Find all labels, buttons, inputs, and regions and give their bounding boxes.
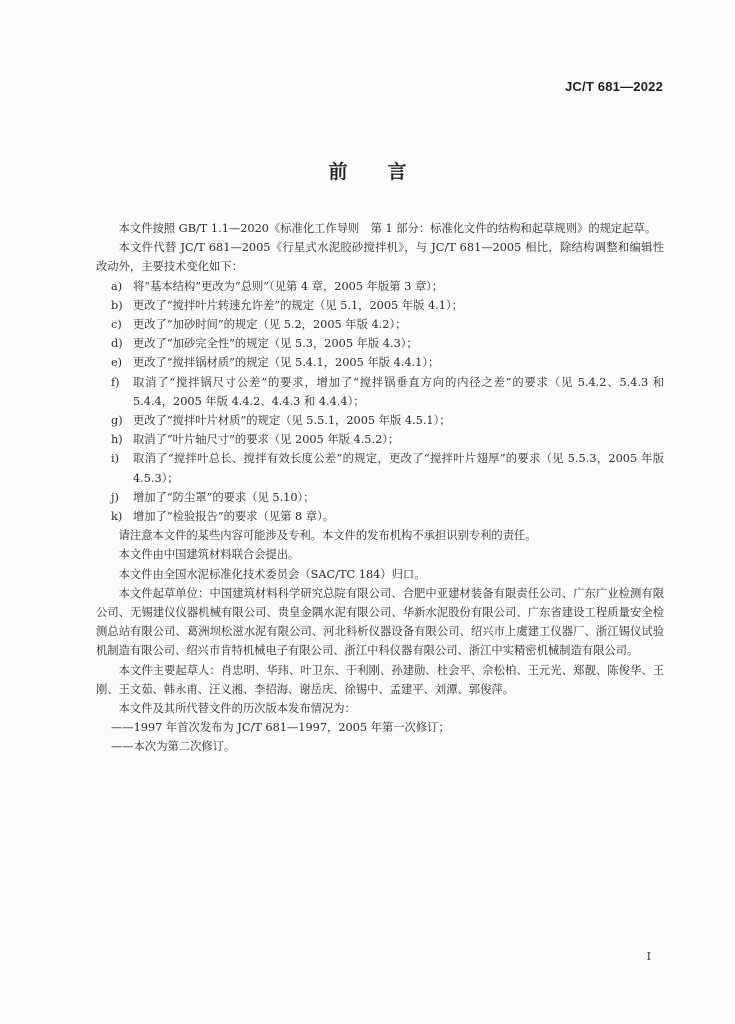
list-item-text: 更改了“加砂时间”的规定（见 5.2，2005 年版 4.2）； bbox=[133, 318, 407, 332]
history-item: ——本次为第二次修订。 bbox=[111, 740, 236, 754]
list-item-label: g) bbox=[111, 414, 123, 428]
list-item bbox=[111, 296, 664, 315]
page-number: I bbox=[646, 950, 651, 963]
list-item-text: 将“基本结构”更改为“总则”（见第 4 章，2005 年版第 3 章）； bbox=[133, 279, 444, 293]
history-item: ——1997 年首次发布为 JC/T 681—1997，2005 年第一次修订； bbox=[111, 721, 450, 735]
changes-list bbox=[96, 277, 664, 527]
list-item-text: 取消了“叶片轴尺寸”的要求（见 2005 年版 4.5.2）； bbox=[133, 433, 400, 447]
list-item-label: c) bbox=[111, 318, 122, 332]
list-item-text: 取消了“搅拌叶总长、搅拌有效长度公差”的规定，更改了“搅拌叶片翅厚”的要求（见 5.5.3，2005 年版 4.5.3）； bbox=[133, 452, 664, 485]
committee-paragraph: 本文件由全国水泥标准化技术委员会（SAC/TC 184）归口。 bbox=[118, 567, 426, 581]
list-item-label: i) bbox=[111, 452, 120, 466]
list-item-text: 增加了“防尘罩”的要求（见 5.10）； bbox=[133, 490, 315, 504]
list-item bbox=[111, 315, 664, 334]
list-item-text: 更改了“搅拌叶片转速允许差”的规定（见 5.1，2005 年版 4.1）； bbox=[133, 298, 463, 312]
list-item bbox=[111, 430, 664, 449]
list-item bbox=[111, 449, 664, 487]
list-item-label: j) bbox=[111, 490, 119, 504]
drafting-units-paragraph: 本文件起草单位：中国建筑材料科学研究总院有限公司、合肥中亚建材装备有限责任公司、广东广业检测有限公司、无锡建仪仪器机械有限公司、贵皇金隅水泥有限公司、华新水泥股份有限公司、广东省建设工程质量安全检测总站有限公司、葛洲坝松滋水泥有限公司、河北科析仪器设备有限公司、绍兴市上虞建工仪器厂、浙江锡仪试验机制造有限公司、绍兴市肯特机械电子有限公司、浙江中科仪器有限公司、浙江中实精密机械制造有限公司。 bbox=[96, 586, 664, 658]
list-item-label: b) bbox=[111, 298, 123, 312]
list-item bbox=[111, 277, 664, 296]
list-item-label: a) bbox=[111, 279, 123, 293]
list-item bbox=[111, 334, 664, 353]
drafters-paragraph: 本文件主要起草人：肖忠明、华玮、叶卫东、于利刚、孙建勋、杜会平、佘松柏、王元光、郑靓、陈俊华、王刚、王文茹、韩永甫、汪义湘、李招海、谢岳庆、徐锡中、孟建平、刘潭、郭俊萍。 bbox=[96, 663, 664, 696]
document-body bbox=[96, 219, 664, 757]
list-item-label: f) bbox=[111, 375, 120, 389]
list-item-text: 增加了“检验报告”的要求（见第 8 章）。 bbox=[133, 510, 335, 524]
intro-paragraph: 本文件代替 JC/T 681—2005《行星式水泥胶砂搅拌机》，与 JC/T 681—2005 相比，除结构调整和编辑性改动外，主要技术变化如下： bbox=[96, 241, 664, 274]
list-item bbox=[111, 507, 664, 526]
list-item-text: 取消了“搅拌锅尺寸公差”的要求，增加了“搅拌锅垂直方向的内径之差”的要求（见 5.4.2、5.4.3 和 5.4.4，2005 年版 4.4.2、4.4.3 和 4.4.4）； bbox=[133, 375, 664, 408]
list-item bbox=[111, 488, 664, 507]
patent-notice: 请注意本文件的某些内容可能涉及专利。本文件的发布机构不承担识别专利的责任。 bbox=[118, 529, 537, 543]
list-item-label: k) bbox=[111, 510, 123, 524]
list-item bbox=[111, 411, 664, 430]
page-title: 前言 bbox=[328, 161, 447, 183]
list-item-label: e) bbox=[111, 356, 123, 370]
list-item-text: 更改了“搅拌叶片材质”的规定（见 5.5.1，2005 年版 4.5.1）； bbox=[133, 414, 451, 428]
list-item-label: d) bbox=[111, 337, 123, 351]
list-item-text: 更改了“加砂完全性”的规定（见 5.3，2005 年版 4.3）； bbox=[133, 337, 418, 351]
list-item bbox=[111, 373, 664, 411]
list-item bbox=[111, 353, 664, 372]
history-list bbox=[96, 718, 664, 756]
intro-paragraph: 本文件按照 GB/T 1.1—2020《标准化工作导则 第 1 部分：标准化文件的结构和起草规则》的规定起草。 bbox=[118, 222, 657, 235]
list-item-label: h) bbox=[111, 433, 123, 447]
list-item-text: 更改了“搅拌锅材质”的规定（见 5.4.1，2005 年版 4.4.1）； bbox=[133, 356, 440, 370]
standard-code: JC/T 681—2022 bbox=[565, 79, 663, 94]
history-intro-paragraph: 本文件及其所代替文件的历次版本发布情况为： bbox=[118, 702, 356, 716]
proposer-paragraph: 本文件由中国建筑材料联合会提出。 bbox=[118, 548, 300, 562]
